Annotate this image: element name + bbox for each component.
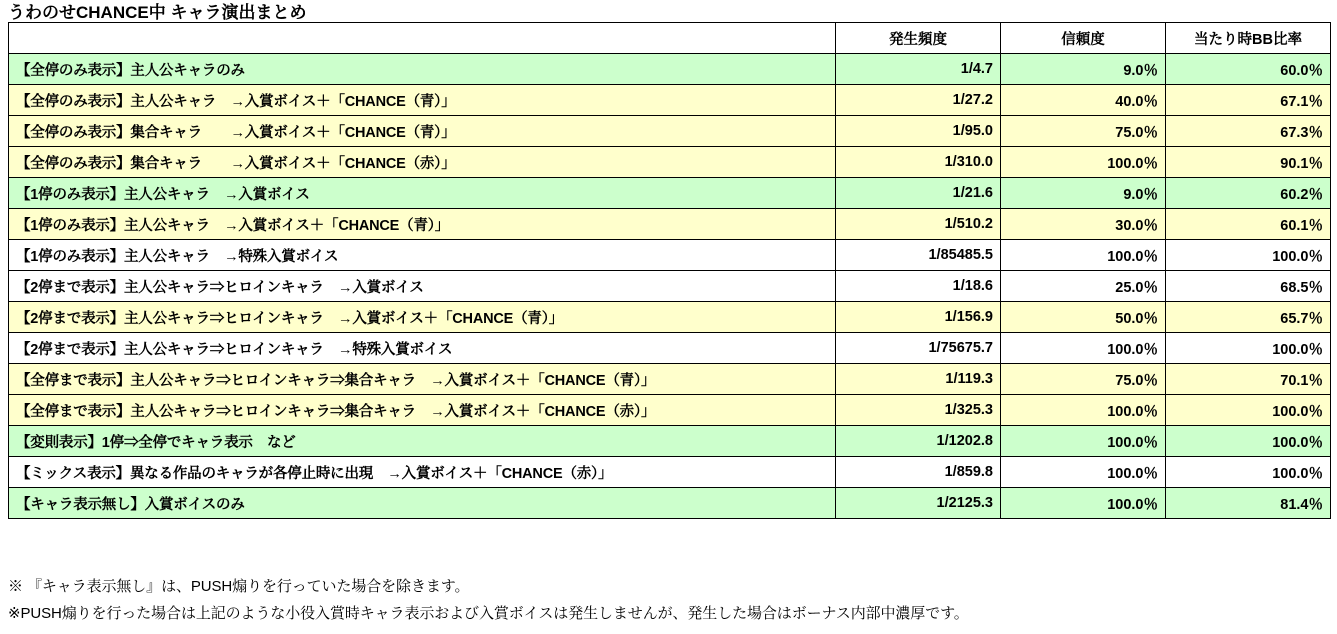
row-bb-ratio: 90.1％: [1166, 147, 1331, 178]
row-bb-ratio: 60.1％: [1166, 209, 1331, 240]
table-row: [9, 178, 1331, 209]
row-label: 【2停まで表示】主人公キャラ⇒ヒロインキャラ →入賞ボイス＋「CHANCE（青）」: [9, 302, 836, 333]
table-row: [9, 85, 1331, 116]
table-head: [9, 23, 1331, 54]
row-label: 【1停のみ表示】主人公キャラ →入賞ボイス: [9, 178, 836, 209]
table-header-corner: [9, 23, 836, 54]
row-frequency: 1/859.8: [836, 457, 1001, 488]
row-confidence: 40.0％: [1001, 85, 1166, 116]
row-frequency: 1/510.2: [836, 209, 1001, 240]
row-bb-ratio: 100.0％: [1166, 395, 1331, 426]
row-bb-ratio: 65.7％: [1166, 302, 1331, 333]
row-bb-ratio: 100.0％: [1166, 240, 1331, 271]
row-confidence: 9.0％: [1001, 54, 1166, 85]
table-body: [9, 54, 1331, 519]
row-frequency: 1/75675.7: [836, 333, 1001, 364]
chara-performance-table: [8, 22, 1331, 519]
row-confidence: 50.0％: [1001, 302, 1166, 333]
row-bb-ratio: 70.1％: [1166, 364, 1331, 395]
table-header-confidence: 信頼度: [1001, 23, 1166, 54]
row-frequency: 1/310.0: [836, 147, 1001, 178]
table-row: [9, 240, 1331, 271]
table-row: [9, 302, 1331, 333]
row-bb-ratio: 68.5％: [1166, 271, 1331, 302]
row-bb-ratio: 100.0％: [1166, 457, 1331, 488]
row-label: 【ミックス表示】異なる作品のキャラが各停止時に出現 →入賞ボイス＋「CHANCE（赤）」: [9, 457, 836, 488]
table-row: [9, 364, 1331, 395]
table-row: [9, 333, 1331, 364]
row-frequency: 1/4.7: [836, 54, 1001, 85]
row-confidence: 75.0％: [1001, 364, 1166, 395]
row-confidence: 100.0％: [1001, 426, 1166, 457]
row-label: 【全停のみ表示】主人公キャラのみ: [9, 54, 836, 85]
row-label: 【全停まで表示】主人公キャラ⇒ヒロインキャラ⇒集合キャラ →入賞ボイス＋「CHANCE（赤）」: [9, 395, 836, 426]
row-label: 【変則表示】1停⇒全停でキャラ表示 など: [9, 426, 836, 457]
row-confidence: 25.0％: [1001, 271, 1166, 302]
table-row: [9, 147, 1331, 178]
table-row: [9, 209, 1331, 240]
row-frequency: 1/119.3: [836, 364, 1001, 395]
row-frequency: 1/1202.8: [836, 426, 1001, 457]
table-row: [9, 54, 1331, 85]
row-confidence: 9.0％: [1001, 178, 1166, 209]
row-label: 【全停のみ表示】主人公キャラ →入賞ボイス＋「CHANCE（青）」: [9, 85, 836, 116]
row-bb-ratio: 60.2％: [1166, 178, 1331, 209]
table-row: [9, 457, 1331, 488]
row-confidence: 100.0％: [1001, 488, 1166, 519]
row-frequency: 1/27.2: [836, 85, 1001, 116]
row-bb-ratio: 100.0％: [1166, 426, 1331, 457]
footnote-1: ※ 『キャラ表示無し』は、PUSH煽りを行っていた場合を除きます。: [8, 578, 470, 595]
footnotes: [8, 573, 969, 627]
row-frequency: 1/95.0: [836, 116, 1001, 147]
row-bb-ratio: 81.4％: [1166, 488, 1331, 519]
table-header-bb-ratio: 当たり時BB比率: [1166, 23, 1331, 54]
row-label: 【全停のみ表示】集合キャラ →入賞ボイス＋「CHANCE（赤）」: [9, 147, 836, 178]
row-confidence: 100.0％: [1001, 240, 1166, 271]
row-frequency: 1/2125.3: [836, 488, 1001, 519]
row-bb-ratio: 60.0％: [1166, 54, 1331, 85]
table-row: [9, 116, 1331, 147]
row-confidence: 100.0％: [1001, 457, 1166, 488]
row-frequency: 1/156.9: [836, 302, 1001, 333]
row-label: 【全停のみ表示】集合キャラ →入賞ボイス＋「CHANCE（青）」: [9, 116, 836, 147]
footnote-2: ※PUSH煽りを行った場合は上記のような小役入賞時キャラ表示および入賞ボイスは発生しませんが、発生した場合はボーナス内部中濃厚です。: [8, 605, 969, 622]
row-confidence: 30.0％: [1001, 209, 1166, 240]
table-row: [9, 271, 1331, 302]
page-title: うわのせCHANCE中 キャラ演出まとめ: [8, 3, 307, 22]
row-confidence: 75.0％: [1001, 116, 1166, 147]
row-confidence: 100.0％: [1001, 395, 1166, 426]
row-bb-ratio: 100.0％: [1166, 333, 1331, 364]
row-label: 【1停のみ表示】主人公キャラ →入賞ボイス＋「CHANCE（青）」: [9, 209, 836, 240]
row-bb-ratio: 67.3％: [1166, 116, 1331, 147]
row-label: 【全停まで表示】主人公キャラ⇒ヒロインキャラ⇒集合キャラ →入賞ボイス＋「CHANCE（青）」: [9, 364, 836, 395]
row-frequency: 1/21.6: [836, 178, 1001, 209]
table-row: [9, 488, 1331, 519]
row-confidence: 100.0％: [1001, 333, 1166, 364]
row-label: 【2停まで表示】主人公キャラ⇒ヒロインキャラ →入賞ボイス: [9, 271, 836, 302]
row-bb-ratio: 67.1％: [1166, 85, 1331, 116]
row-label: 【2停まで表示】主人公キャラ⇒ヒロインキャラ →特殊入賞ボイス: [9, 333, 836, 364]
table-row: [9, 395, 1331, 426]
table-header-frequency: 発生頻度: [836, 23, 1001, 54]
row-confidence: 100.0％: [1001, 147, 1166, 178]
table-row: [9, 426, 1331, 457]
row-frequency: 1/325.3: [836, 395, 1001, 426]
row-frequency: 1/18.6: [836, 271, 1001, 302]
row-frequency: 1/85485.5: [836, 240, 1001, 271]
row-label: 【1停のみ表示】主人公キャラ →特殊入賞ボイス: [9, 240, 836, 271]
row-label: 【キャラ表示無し】入賞ボイスのみ: [9, 488, 836, 519]
table-header-row: [9, 23, 1331, 54]
